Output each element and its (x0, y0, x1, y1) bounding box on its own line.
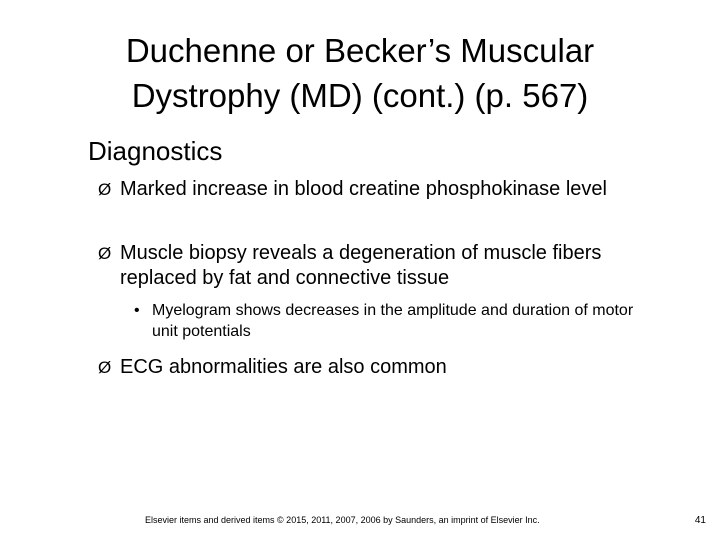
arrow-bullet-icon: Ø (98, 244, 112, 263)
page-number: 41 (694, 515, 706, 526)
dot-bullet-icon: • (134, 302, 140, 319)
sub-list-item (134, 300, 634, 342)
arrow-bullet-icon: Ø (98, 358, 112, 377)
list-item-text: Marked increase in blood creatine phosphokinase level (120, 178, 607, 200)
sub-list-item-text: Myelogram shows decreases in the amplitude and duration of motor unit potentials (152, 302, 634, 340)
copyright-footer: Elsevier items and derived items © 2015, 2011, 2007, 2006 by Saunders, an imprint of Elsevier Inc. (145, 515, 540, 525)
list-item-text: Muscle biopsy reveals a degeneration of muscle fibers replaced by fat and connective tissue (120, 242, 602, 289)
list-item (98, 241, 668, 291)
diagnostics-heading: Diagnostics (88, 136, 223, 166)
diagnostics-heading-item (44, 136, 222, 166)
arrow-bullet-icon: Ø (98, 180, 112, 199)
slide-title (60, 28, 660, 118)
title-line-1: Duchenne or Becker’s Muscular (125, 32, 595, 69)
list-item-text: ECG abnormalities are also common (120, 356, 447, 378)
list-item (98, 355, 668, 380)
list-item (98, 177, 668, 202)
title-line-2: Dystrophy (MD) (cont.) (p. 567) (131, 77, 589, 114)
